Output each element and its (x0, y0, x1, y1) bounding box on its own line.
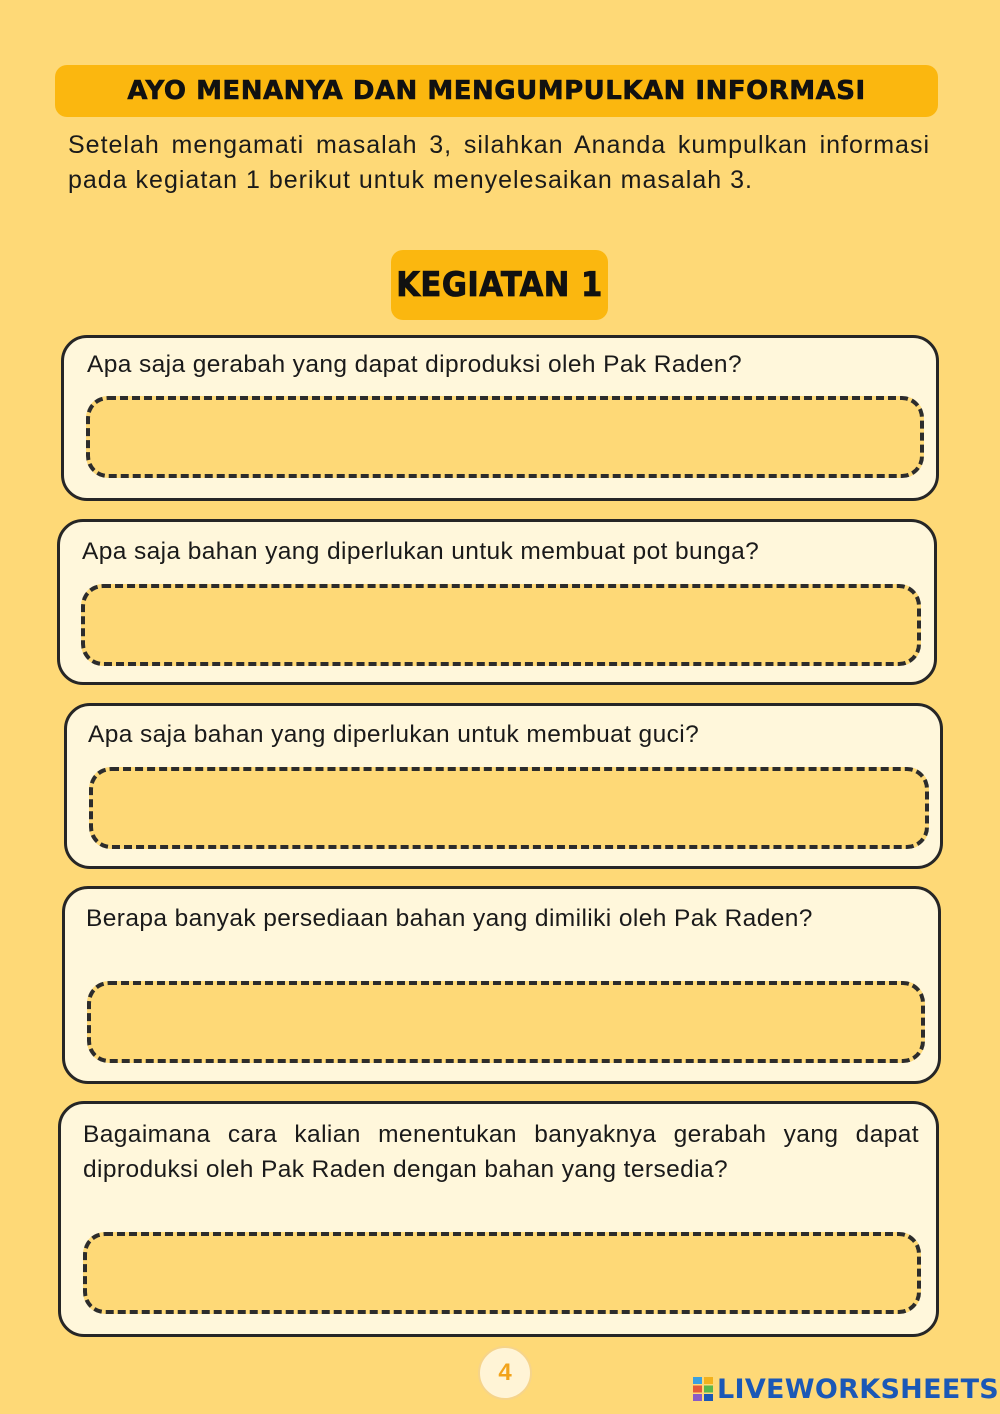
activity-badge (391, 250, 608, 320)
section-title-banner (55, 65, 938, 117)
answer-field-3[interactable] (89, 767, 929, 849)
question-text: Apa saja bahan yang diperlukan untuk membuat guci? (88, 721, 700, 748)
question-card-5 (58, 1101, 939, 1337)
question-card-2 (57, 519, 937, 685)
liveworksheets-logo-icon (693, 1377, 713, 1401)
brand-name: LIVEWORKSHEETS (717, 1373, 1000, 1405)
section-title: AYO MENANYA DAN MENGUMPULKAN INFORMASI (127, 76, 866, 106)
answer-field-5[interactable] (83, 1232, 921, 1314)
question-text: Berapa banyak persediaan bahan yang dimiliki oleh Pak Raden? (86, 905, 813, 932)
answer-field-1[interactable] (86, 396, 924, 478)
question-card-3 (64, 703, 943, 869)
question-card-4 (62, 886, 941, 1084)
page-number: 4 (478, 1346, 532, 1400)
answer-field-4[interactable] (87, 981, 925, 1063)
brand-logo-group[interactable] (693, 1372, 999, 1406)
answer-field-2[interactable] (81, 584, 921, 666)
question-text: Apa saja gerabah yang dapat diproduksi oleh Pak Raden? (87, 351, 742, 378)
question-text: Bagaimana cara kalian menentukan banyaknya gerabah yang dapat diproduksi oleh Pak Raden dengan bahan yang tersedia? (83, 1121, 919, 1183)
question-text: Apa saja bahan yang diperlukan untuk membuat pot bunga? (82, 538, 760, 565)
question-card-1 (61, 335, 939, 501)
intro-paragraph: Setelah mengamati masalah 3, silahkan Ananda kumpulkan informasi pada kegiatan 1 berikut untuk menyelesaikan masalah 3. (68, 131, 930, 194)
activity-label: KEGIATAN 1 (396, 265, 603, 305)
